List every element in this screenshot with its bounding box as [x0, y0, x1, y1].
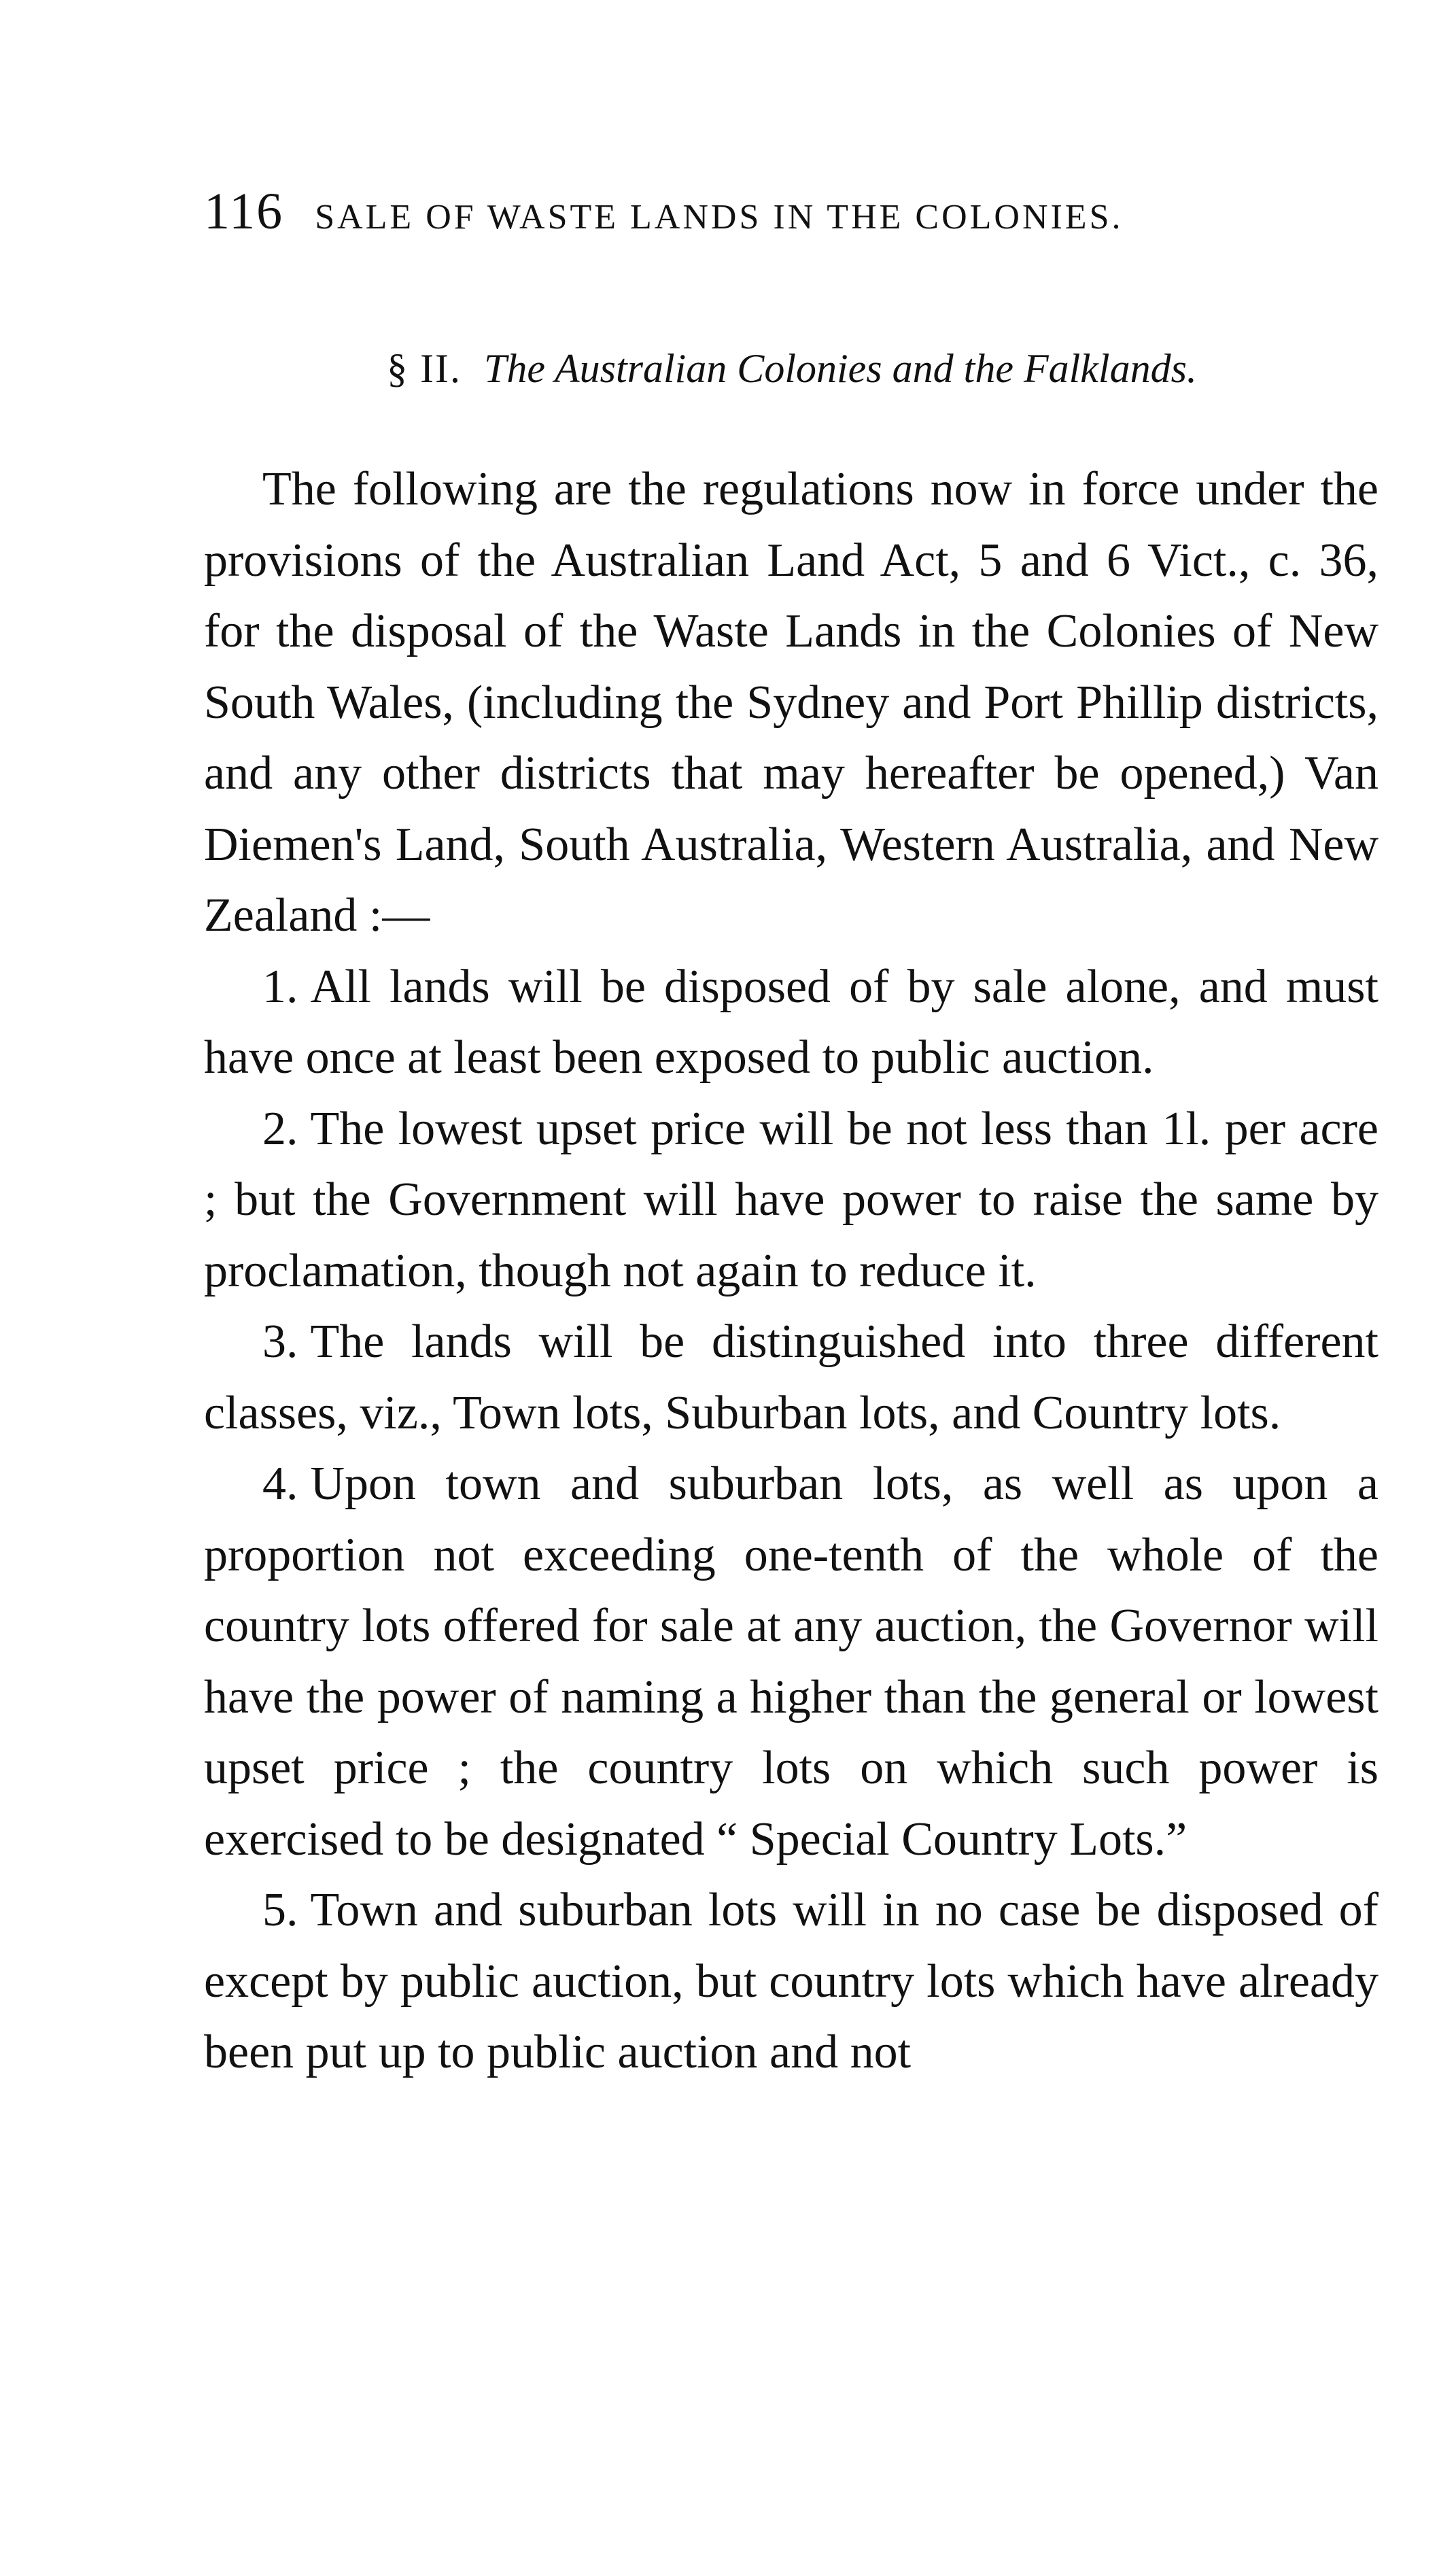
regulation-item: [204, 1875, 1379, 2089]
regulation-text: The lands will be distinguished into three different classes, viz., Town lots, Suburban lots, and Country lots.: [204, 1316, 1379, 1439]
section-title: The Australian Colonies and the Falklands.: [484, 346, 1197, 391]
page-number: 116: [204, 183, 284, 240]
regulation-number: 5.: [262, 1884, 298, 1936]
regulation-item: [204, 1094, 1379, 1307]
regulation-item: [204, 1307, 1379, 1449]
body-text: [204, 454, 1379, 2089]
regulation-text: Town and suburban lots will in no case be disposed of except by public auction, but country lots which have already been put up to public auction and not: [204, 1884, 1379, 2078]
intro-paragraph: The following are the regulations now in force under the provisions of the Australian Land Act, 5 and 6 Vict., c. 36, for the disposal of the Waste Lands in the Colonies of New South Wales, (including the Sydney and Port Phillip districts, and any other districts that may hereafter be opened,) Van Diemen's Land, South Australia, Western Australia, and New Zealand :—: [204, 463, 1379, 942]
section-number: § II.: [387, 346, 462, 391]
regulation-number: 3.: [262, 1316, 298, 1368]
regulation-text: All lands will be disposed of by sale alone, and must have once at least been exposed to public auction.: [204, 960, 1379, 1084]
regulation-number: 4.: [262, 1458, 298, 1510]
regulation-text: Upon town and suburban lots, as well as upon a proportion not exceeding one-tenth of the whole of the country lots offered for sale at any auction, the Governor will have the power of naming a higher than the general or lowest upset price ; the country lots on which such power is exercised to be designated “ Special Country Lots.”: [204, 1458, 1379, 1866]
regulation-number: 1.: [262, 960, 298, 1013]
regulation-item: [204, 952, 1379, 1094]
regulation-number: 2.: [262, 1102, 298, 1155]
page-header: [204, 182, 1264, 257]
section-heading: [204, 345, 1380, 392]
running-title: SALE OF WASTE LANDS IN THE COLONIES.: [315, 198, 1124, 237]
regulation-item: [204, 1449, 1379, 1875]
regulation-text: The lowest upset price will be not less than 1l. per acre ; but the Government will have power to raise the same by proclamation, though not again to reduce it.: [204, 1102, 1379, 1297]
